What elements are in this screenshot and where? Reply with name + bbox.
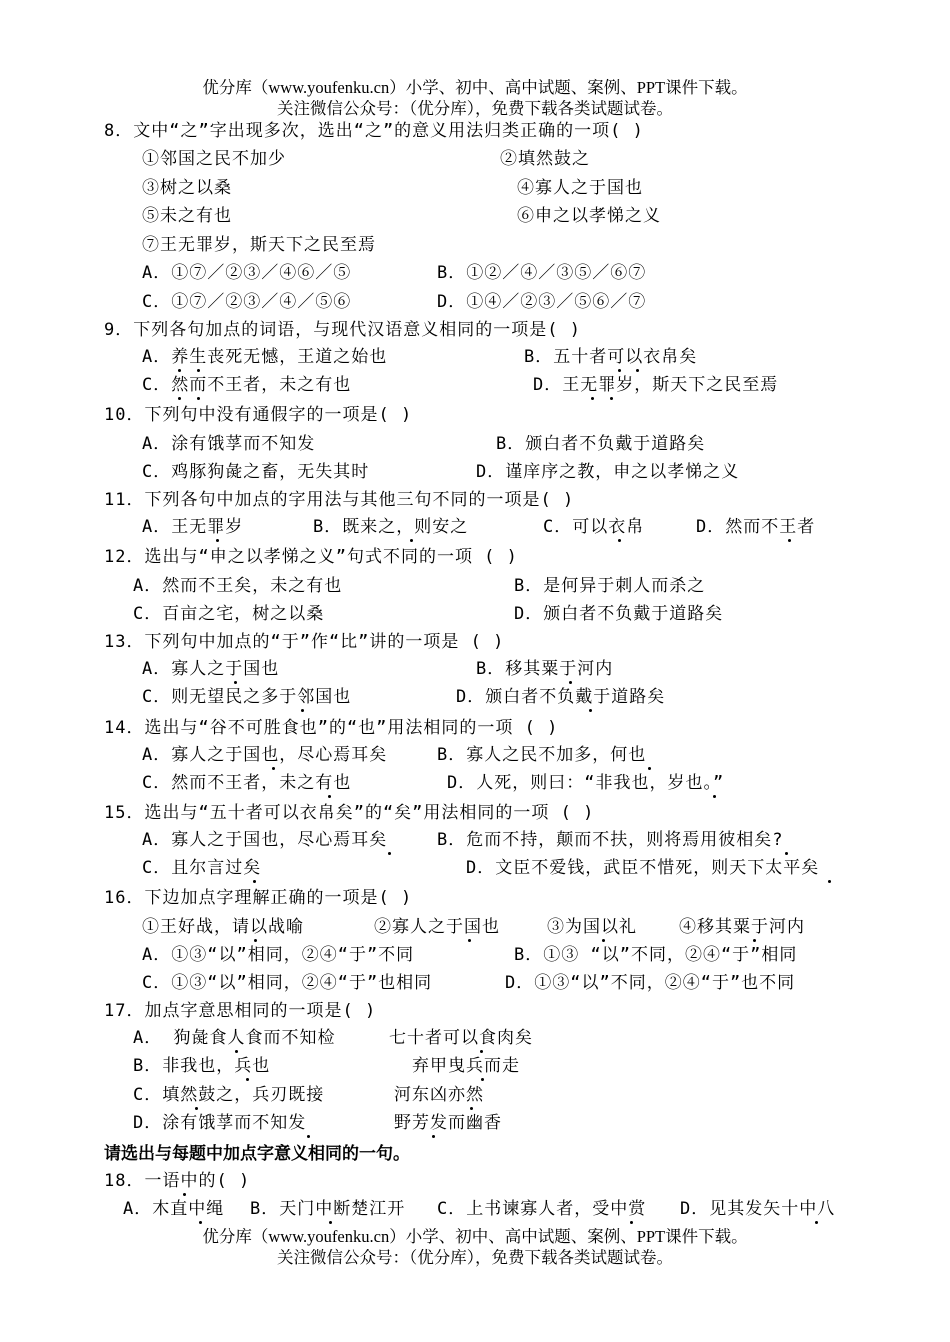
- q18-option-b: B．天门中断楚江开: [250, 1199, 406, 1219]
- q16-item-4: ④移其粟于河内: [679, 917, 805, 937]
- emphasis-dot: [197, 369, 200, 372]
- emphasis-dot: [618, 539, 621, 542]
- emphasis-dot: [329, 1221, 332, 1224]
- question-16: 16．下边加点字理解正确的一项是( ): [104, 888, 413, 908]
- emphasis-dot: [815, 1221, 818, 1224]
- q8-item-7: ⑦王无罪岁，斯天下之民至焉: [142, 235, 376, 255]
- q18-option-a: A．木直中绳: [123, 1199, 225, 1219]
- emphasis-dot: [197, 397, 200, 400]
- header-line-1: 优分库（www.youfenku.cn）小学、初中、高中试题、案例、PPT课件下载。: [202, 78, 748, 97]
- emphasis-dot: [388, 852, 391, 855]
- q8-item-6: ⑥申之以孝悌之义: [517, 206, 661, 226]
- emphasis-dot: [410, 539, 413, 542]
- q12-option-a: A．然而不王矣，未之有也: [133, 576, 343, 596]
- emphasis-dot: [307, 1135, 310, 1138]
- q8-item-5: ⑤未之有也: [142, 206, 232, 226]
- emphasis-dot: [234, 681, 237, 684]
- q17-option-a-2: 七十者可以食肉矣: [389, 1028, 533, 1048]
- q18-option-d: D．见其发矢十中八: [680, 1199, 836, 1219]
- q8-item-3: ③树之以桑: [142, 178, 232, 198]
- q17-option-b-1: B．非我也，兵也: [133, 1056, 271, 1076]
- question-15: 15．选出与“五十者可以衣帛矣”的“矣”用法相同的一项 ( ): [104, 803, 595, 823]
- emphasis-dot: [648, 767, 651, 770]
- q8-item-4: ④寡人之于国也: [517, 178, 643, 198]
- question-11: 11．下列各句中加点的字用法与其他三句不同的一项是( ): [104, 490, 575, 510]
- emphasis-dot: [253, 880, 256, 883]
- footer-line-1: 优分库（www.youfenku.cn）小学、初中、高中试题、案例、PPT课件下载。: [202, 1227, 748, 1246]
- q18-option-c: C．上书谏寡人者，受中赏: [437, 1199, 647, 1219]
- q11-option-b: B．既来之，则安之: [313, 517, 469, 537]
- q14-option-c: C．然而不王者，未之有也: [142, 773, 352, 793]
- emphasis-dot: [589, 709, 592, 712]
- emphasis-dot: [569, 681, 572, 684]
- q13-option-b: B．移其粟于河内: [476, 659, 614, 679]
- emphasis-dot: [618, 369, 621, 372]
- emphasis-dot: [216, 539, 219, 542]
- q16-option-d: D．①③“以”不同，②④“于”也不同: [505, 973, 796, 993]
- q11-option-c: C．可以衣帛: [543, 517, 645, 537]
- emphasis-dot: [195, 1107, 198, 1110]
- emphasis-dot: [630, 1221, 633, 1224]
- q14-option-d: D．人死，则曰：“非我也，岁也。”: [447, 773, 725, 793]
- question-8: 8．文中“之”字出现多次，选出“之”的意义用法归类正确的一项( ): [104, 121, 644, 141]
- emphasis-dot: [254, 939, 257, 942]
- emphasis-dot: [636, 369, 639, 372]
- q8-option-d: D．①④／②③／⑤⑥／⑦: [437, 292, 647, 312]
- emphasis-dot: [470, 1107, 473, 1110]
- q10-option-d: D．谨庠序之教，申之以孝悌之义: [476, 462, 740, 482]
- section-instruction: 请选出与每题中加点字意义相同的一句。: [104, 1144, 410, 1164]
- q8-option-b: B．①②／④／③⑤／⑥⑦: [437, 263, 647, 283]
- emphasis-dot: [235, 1050, 238, 1053]
- emphasis-dot: [788, 539, 791, 542]
- q16-item-1: ①王好战，请以战喻: [142, 917, 304, 937]
- q10-option-a: A．涂有饿莩而不知发: [142, 434, 316, 454]
- q17-option-c-1: C．填然鼓之，兵刃既接: [133, 1085, 325, 1105]
- emphasis-dot: [468, 939, 471, 942]
- q9-option-a: A．养生丧死无憾，王道之始也: [142, 347, 388, 367]
- q10-option-b: B．颁白者不负戴于道路矣: [496, 434, 706, 454]
- footer-line-2: 关注微信公众号：（优分库），免费下载各类试题试卷。: [277, 1248, 673, 1267]
- q12-option-b: B．是何异于刺人而杀之: [514, 576, 706, 596]
- question-13: 13．下列句中加点的“于”作“比”讲的一项是 ( ): [104, 632, 505, 652]
- q17-option-c-2: 河东凶亦然: [394, 1085, 484, 1105]
- q13-option-d: D．颁白者不负戴于道路矣: [456, 687, 666, 707]
- q16-option-c: C．①③“以”相同，②④“于”也相同: [142, 973, 433, 993]
- question-9: 9．下列各句加点的词语，与现代汉语意义相同的一项是( ): [104, 320, 581, 340]
- emphasis-dot: [272, 767, 275, 770]
- question-14: 14．选出与“谷不可胜食也”的“也”用法相同的一项 ( ): [104, 718, 559, 738]
- q15-option-d: D．文臣不爱钱，武臣不惜死，则天下太平矣: [466, 858, 820, 878]
- question-17: 17．加点字意思相同的一项是( ): [104, 1001, 377, 1021]
- emphasis-dot: [480, 1050, 483, 1053]
- emphasis-dot: [301, 709, 304, 712]
- emphasis-dot: [328, 795, 331, 798]
- emphasis-dot: [591, 397, 594, 400]
- q16-option-a: A．①③“以”相同，②④“于”不同: [142, 945, 415, 965]
- q17-option-a-1: A． 狗彘食人食而不知检: [133, 1028, 336, 1048]
- q12-option-c: C．百亩之宅，树之以桑: [133, 604, 325, 624]
- q14-option-a: A．寡人之于国也，尽心焉耳矣: [142, 745, 388, 765]
- q9-option-b: B．五十者可以衣帛矣: [524, 347, 698, 367]
- question-12: 12．选出与“申之以孝悌之义”句式不同的一项 ( ): [104, 547, 518, 567]
- emphasis-dot: [602, 939, 605, 942]
- q15-option-a: A．寡人之于国也，尽心焉耳矣: [142, 830, 388, 850]
- q15-option-c: C．且尔言过矣: [142, 858, 262, 878]
- emphasis-dot: [432, 1135, 435, 1138]
- emphasis-dot: [481, 1078, 484, 1081]
- emphasis-dot: [610, 397, 613, 400]
- q8-item-1: ①邻国之民不加少: [142, 149, 286, 169]
- emphasis-dot: [199, 1221, 202, 1224]
- question-18: 18．一语中的( ): [104, 1171, 251, 1191]
- q11-option-d: D．然而不王者: [696, 517, 816, 537]
- emphasis-dot: [183, 1193, 186, 1196]
- q16-item-3: ③为国以礼: [547, 917, 637, 937]
- q8-option-c: C．①⑦／②③／④／⑤⑥: [142, 292, 352, 312]
- emphasis-dot: [785, 852, 788, 855]
- q9-option-c: C．然而不王者，未之有也: [142, 375, 352, 395]
- q13-option-c: C．则无望民之多于邻国也: [142, 687, 352, 707]
- q9-option-d: D．王无罪岁，斯天下之民至焉: [533, 375, 779, 395]
- emphasis-dot: [828, 880, 831, 883]
- q17-option-b-2: 弃甲曳兵而走: [412, 1056, 520, 1076]
- question-10: 10．下列句中没有通假字的一项是( ): [104, 405, 413, 425]
- emphasis-dot: [246, 1078, 249, 1081]
- q11-option-a: A．王无罪岁: [142, 517, 244, 537]
- q10-option-c: C．鸡豚狗彘之畜，无失其时: [142, 462, 370, 482]
- emphasis-dot: [753, 939, 756, 942]
- q12-option-d: D．颁白者不负戴于道路矣: [514, 604, 724, 624]
- header-line-2: 关注微信公众号：（优分库），免费下载各类试题试卷。: [277, 99, 673, 118]
- q17-option-d-1: D．涂有饿莩而不知发: [133, 1113, 307, 1133]
- emphasis-dot: [713, 795, 716, 798]
- emphasis-dot: [178, 397, 181, 400]
- q17-option-d-2: 野芳发而幽香: [394, 1113, 502, 1133]
- q14-option-b: B．寡人之民不加多，何也: [437, 745, 647, 765]
- q13-option-a: A．寡人之于国也: [142, 659, 280, 679]
- q15-option-b: B．危而不持，颠而不扶，则将焉用彼相矣?: [437, 830, 784, 850]
- q8-item-2: ②填然鼓之: [500, 149, 590, 169]
- q8-option-a: A．①⑦／②③／④⑥／⑤: [142, 263, 352, 283]
- q16-item-2: ②寡人之于国也: [374, 917, 500, 937]
- emphasis-dot: [178, 369, 181, 372]
- q16-option-b: B．①③ “以”不同，②④“于”相同: [514, 945, 798, 965]
